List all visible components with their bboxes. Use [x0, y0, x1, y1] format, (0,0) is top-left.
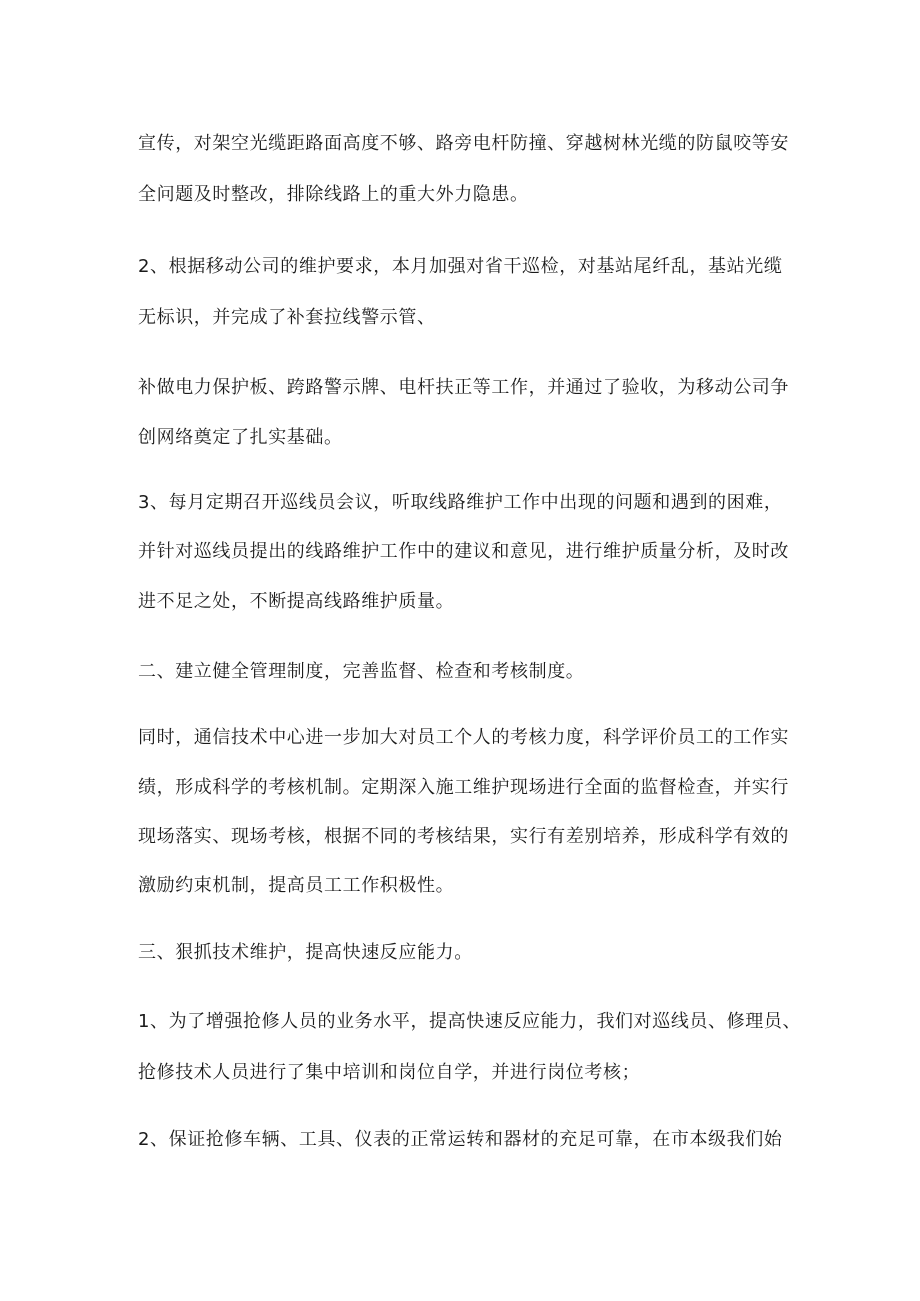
text-line: 2、根据移动公司的维护要求，本月加强对省干巡检，对基站尾纤乱，基站光缆: [138, 256, 783, 277]
text-line: 全问题及时整改，排除线路上的重大外力隐患。: [138, 184, 529, 205]
section-heading: 二、建立健全管理制度，完善监督、检查和考核制度。: [138, 661, 585, 682]
text-line: 2、保证抢修车辆、工具、仪表的正常运转和器材的充足可靠，在市本级我们始: [138, 1129, 783, 1150]
text-line: 进不足之处，不断提高线路维护质量。: [138, 591, 455, 612]
text-line: 创网络奠定了扎实基础。: [138, 427, 343, 448]
text-line: 无标识，并完成了补套拉线警示管、: [138, 307, 436, 328]
text-line: 抢修技术人员进行了集中培训和岗位自学，并进行岗位考核；: [138, 1062, 641, 1083]
text-line: 1、为了增强抢修人员的业务水平，提高快速反应能力，我们对巡线员、修理员、: [138, 1011, 802, 1032]
text-line: 3、每月定期召开巡线员会议，听取线路维护工作中出现的问题和遇到的困难，: [138, 492, 783, 513]
text-line: 激励约束机制，提高员工工作积极性。: [138, 875, 455, 896]
text-line: 宣传，对架空光缆距路面高度不够、路旁电杆防撞、穿越树林光缆的防鼠咬等安: [138, 133, 789, 154]
text-line: 补做电力保护板、跨路警示牌、电杆扶正等工作，并通过了验收，为移动公司争: [138, 377, 789, 398]
section-heading: 三、狠抓技术维护，提高快速反应能力。: [138, 942, 473, 963]
text-line: 现场落实、现场考核，根据不同的考核结果，实行有差别培养，形成科学有效的: [138, 826, 789, 847]
text-line: 同时，通信技术中心进一步加大对员工个人的考核力度，科学评价员工的工作实: [138, 727, 789, 748]
text-line: 并针对巡线员提出的线路维护工作中的建议和意见，进行维护质量分析，及时改: [138, 541, 789, 562]
text-line: 绩，形成科学的考核机制。定期深入施工维护现场进行全面的监督检查，并实行: [138, 777, 789, 798]
